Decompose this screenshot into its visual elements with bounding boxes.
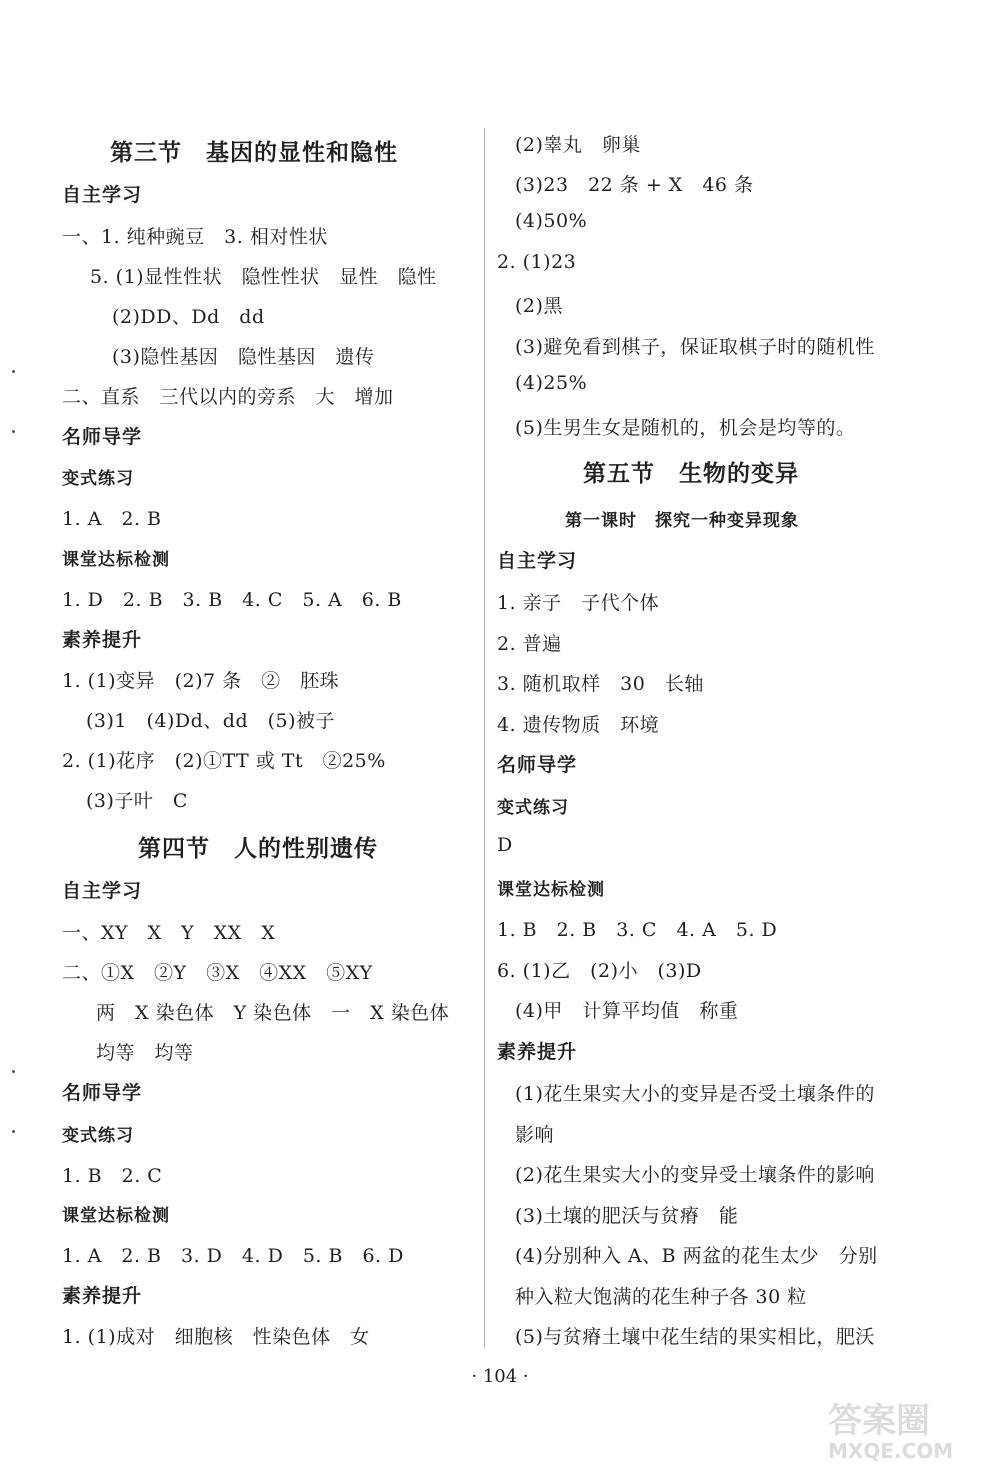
section-5-literacy-heading: 素养提升 [497,1041,578,1063]
section-4-answer-line: (3)23 22 条 + X 46 条 [515,174,754,196]
section-5-answer-line: (4)分别种入 A、B 两盆的花生太少 分别 [515,1245,878,1267]
section-5-answer-line: 影响 [515,1124,555,1146]
section-5-variant-practice-heading: 变式练习 [497,798,569,818]
section-5-answer-line: 种入粒大饱满的花生种子各 30 粒 [515,1286,807,1308]
watermark-logo [822,1392,992,1464]
section-5-answer-line: 1. 亲子 子代个体 [497,592,660,614]
section-3-answer-line: 2. (1)花序 (2)①TT 或 Tt ②25% [62,750,386,772]
section-3-variant-practice-heading: 变式练习 [62,469,134,489]
section-4-self-study-heading: 自主学习 [62,880,143,902]
section-4-classroom-test-heading: 课堂达标检测 [62,1206,170,1226]
section-5-answer-line: 3. 随机取样 30 长轴 [497,673,704,695]
section-4-answer-line: 均等 均等 [96,1042,194,1064]
section-4-answer-line: (2)黑 [515,295,563,317]
section-4-teacher-guide-heading: 名师导学 [62,1082,143,1104]
watermark-logo-text: 答案圈 [828,1401,930,1441]
section-4-answer-line: 两 X 染色体 Y 染色体 一 X 染色体 [96,1002,450,1024]
scan-speck [12,430,15,433]
section-4-answer-line: 2. (1)23 [497,251,577,273]
section-4-literacy-heading: 素养提升 [62,1285,143,1307]
section-4-answer-line: (5)生男生女是随机的，机会是均等的。 [515,417,856,439]
section-4-answer-line: (4)25% [515,372,588,394]
section-4-answer-line: (4)50% [515,210,588,232]
section-3-answer-line: 1. A 2. B [62,508,162,530]
section-4-variant-practice-heading: 变式练习 [62,1126,134,1146]
section-3-answer-line: 二、直系 三代以内的旁系 大 增加 [62,386,394,408]
section-3-answer-line: (2)DD、Dd dd [112,306,265,328]
section-5-answer-line: 6. (1)乙 (2)小 (3)D [497,960,702,982]
section-5-answer-line: (3)土壤的肥沃与贫瘠 能 [515,1205,739,1227]
page-number: · 104 · [471,1366,529,1387]
scan-speck [12,1130,15,1133]
section-5-answer-line: (2)花生果实大小的变异受土壤条件的影响 [515,1164,875,1186]
section-4-answer-line: 1. (1)成对 细胞核 性染色体 女 [62,1326,370,1348]
section-4-answer-line: 1. A 2. B 3. D 4. D 5. B 6. D [62,1245,404,1267]
section-3-answer-line: (3)1 (4)Dd、dd (5)被子 [86,710,336,732]
section-5-answer-line: 4. 遗传物质 环境 [497,714,660,736]
section-5-answer-line: D [497,834,513,856]
section-3-self-study-heading: 自主学习 [62,184,143,206]
scan-speck [12,1070,15,1073]
section-4-answer-line: 一、XY X Y XX X [62,922,276,944]
section-5-classroom-test-heading: 课堂达标检测 [497,880,605,900]
section-3-answer-line: (3)子叶 C [86,790,188,812]
section-5-answer-line: (1)花生果实大小的变异是否受土壤条件的 [515,1083,875,1105]
section-3-answer-line: 一、1. 纯种豌豆 3. 相对性状 [62,226,328,248]
section-3-answer-line: 1. D 2. B 3. B 4. C 5. A 6. B [62,589,402,611]
section-3-answer-line: 1. (1)变异 (2)7 条 ② 胚珠 [62,670,340,692]
column-divider [484,128,485,1348]
section-5-answer-line: 1. B 2. B 3. C 4. A 5. D [497,919,778,941]
scan-speck [12,370,15,373]
section-4-title: 第四节 人的性别遗传 [138,835,378,862]
section-5-answer-line: 2. 普遍 [497,633,562,655]
section-5-self-study-heading: 自主学习 [497,550,578,572]
section-5-teacher-guide-heading: 名师导学 [497,754,578,776]
section-4-answer-line: (3)避免看到棋子，保证取棋子时的随机性 [515,336,875,358]
section-3-literacy-heading: 素养提升 [62,629,143,651]
section-4-answer-line: (2)睾丸 卵巢 [515,134,641,156]
section-3-teacher-guide-heading: 名师导学 [62,426,143,448]
section-3-title: 第三节 基因的显性和隐性 [110,139,398,166]
section-5-answer-line: (4)甲 计算平均值 称重 [515,1000,739,1022]
section-3-classroom-test-heading: 课堂达标检测 [62,550,170,570]
section-4-answer-line: 1. B 2. C [62,1165,163,1187]
section-3-answer-line: (3)隐性基因 隐性基因 遗传 [112,346,375,368]
section-3-answer-line: 5. (1)显性性状 隐性性状 显性 隐性 [90,266,437,288]
section-5-lesson-subtitle: 第一课时 探究一种变异现象 [565,511,799,531]
watermark-site-text: MXQE.COM [828,1439,954,1463]
section-4-answer-line: 二、①X ②Y ③X ④XX ⑤XY [62,962,373,984]
section-5-answer-line: (5)与贫瘠土壤中花生结的果实相比，肥沃 [515,1326,875,1348]
section-5-title: 第五节 生物的变异 [583,460,799,487]
